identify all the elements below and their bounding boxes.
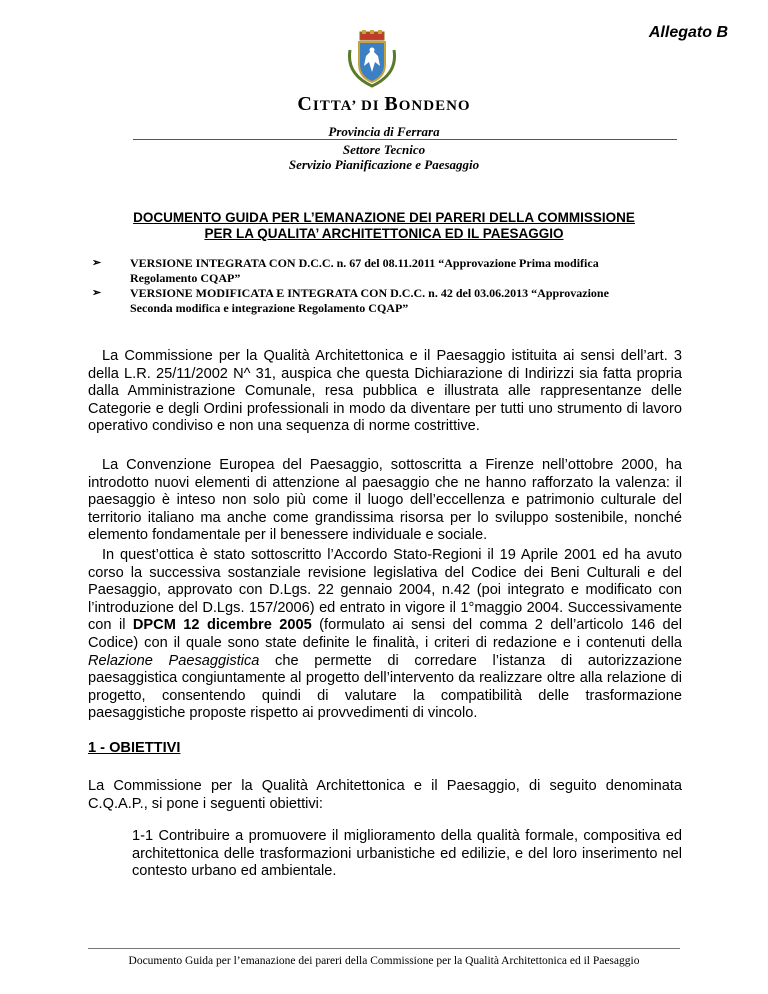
objective-item-1-1: 1-1 Contribuire a promuovere il miglioramento della qualità formale, compositiva ed architettonica delle trasformazioni urbanistiche ed edilizie, e del loro inserimento nel contesto urbano ed ambientale. <box>132 828 682 880</box>
section-heading-obiettivi: 1 - OBIETTIVI <box>88 740 181 756</box>
version-item: ➢ VERSIONE MODIFICATA E INTEGRATA CON D.C.C. n. 42 del 03.06.2013 “Approvazione Seconda modifica e integrazione Regolamento CQAP” <box>92 286 609 315</box>
city-name: CITTA’ DI BONDENO <box>297 93 471 115</box>
paragraph-accordo: In quest’ottica è stato sottoscritto l’Accordo Stato-Regioni il 19 Aprile 2001 ed ha avuto corso la successiva sostanziale revisione legislativa del Codice dei Beni Culturali e del Paesaggio, approvato con D.Lgs. 22 gennaio 2004, n.42 (poi integrato e modificato con l’introduzione del D.Lgs. 157/2006) ed entrato in vigore il 1°maggio 2004. Successivamente con il DPCM 12 dicembre 2005 (formulato ai sensi del comma 2 dell’articolo 146 del Codice) con il quale sono state definite le finalità, i criteri di redazione e i contenuti della Relazione Paesaggistica che permette di corredare l’istanza di autorizzazione paesaggistica congiuntamente al progetto dell’intervento da realizzare oltre alla relazione di progetto, consentendo quindi di valutare la compatibilità delle trasformazione paesaggistiche proposte rispetto ai provvedimenti di vincolo. <box>88 547 683 722</box>
arrow-bullet-icon: ➢ <box>92 257 102 269</box>
version-list <box>92 256 652 316</box>
city-crest-icon <box>340 30 404 88</box>
document-title: DOCUMENTO GUIDA PER L’EMANAZIONE DEI PARERI DELLA COMMISSIONE PER LA QUALITA’ ARCHITETTONICA ED IL PAESAGGIO <box>133 210 635 241</box>
paragraph-objectives-intro: La Commissione per la Qualità Architettonica e il Paesaggio, di seguito denominata C.Q.A.P., si pone i seguenti obiettivi: <box>88 778 682 812</box>
version-item: ➢ VERSIONE INTEGRATA CON D.C.C. n. 67 del 08.11.2011 “Approvazione Prima modifica Regolamento CQAP” <box>92 256 599 285</box>
paragraph-intro: La Commissione per la Qualità Architettonica e il Paesaggio istituita ai sensi dell’art. 3 della L.R. 25/11/2002 N^ 31, auspica che questa Dichiarazione di Indirizzi sia fatta propria dalla Amministrazione Comunale, resa pubblica e illustrata alle rappresentanze delle Categorie e degli Ordini professionali in modo da diventare per tutti uno strumento di lavoro operativo condiviso e non una sequenza di norme costrittive. <box>88 348 682 435</box>
relazione-paesaggistica-term: Relazione Paesaggistica <box>88 652 260 669</box>
dpcm-reference: DPCM 12 dicembre 2005 <box>132 617 312 634</box>
sector-line: Settore Tecnico <box>342 142 426 157</box>
arrow-bullet-icon: ➢ <box>92 287 102 299</box>
footer-divider <box>88 948 680 949</box>
attachment-label: Allegato B <box>648 24 728 41</box>
province-line: Provincia di Ferrara <box>328 124 440 139</box>
service-line: Servizio Pianificazione e Paesaggio <box>288 157 480 172</box>
page-footer: Documento Guida per l’emanazione dei pareri della Commissione per la Qualità Architettonica ed il Paesaggio <box>128 955 640 967</box>
paragraph-convention: La Convenzione Europea del Paesaggio, sottoscritta a Firenze nell’ottobre 2000, ha introdotto nuovi elementi di attenzione al paesaggio che ne hanno rafforzato la valenza: il paesaggio è inteso non solo più come il luogo dell’eccellenza e patrimonio culturale del territorio italiano ma anche come grandissima risorsa per lo sviluppo sostenibile, nonché elemento fondamentale per il benessere individuale e sociale. <box>88 457 682 544</box>
